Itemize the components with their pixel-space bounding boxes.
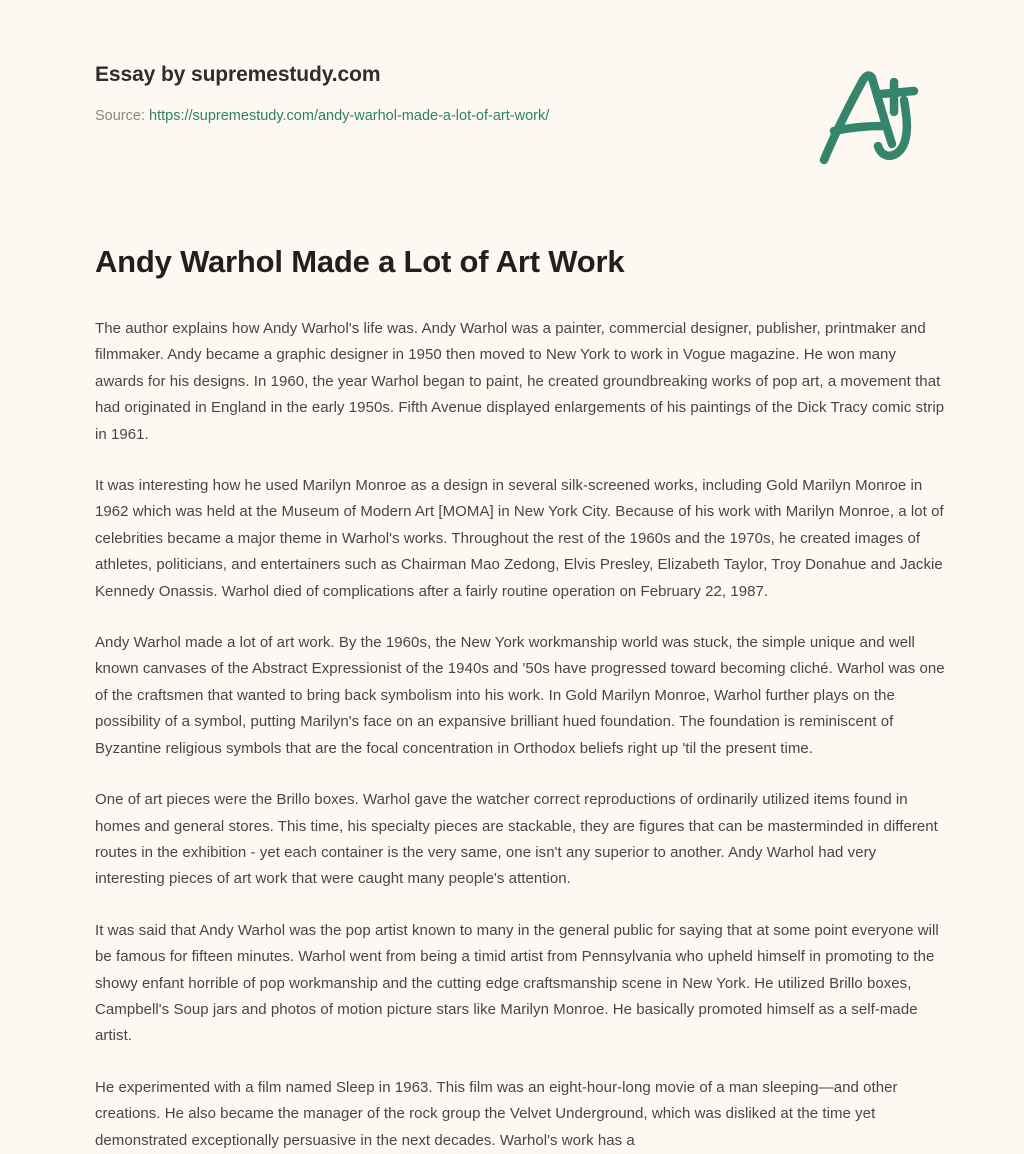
paragraph: Andy Warhol made a lot of art work. By the 1960s, the New York workmanship world was stuck, the simple unique and well known canvases of the Abstract Expressionist of the 1940s and '50s have progressed toward becoming cliché. Warhol was one of the craftsmen that wanted to bring back symbolism into his work. In Gold Marilyn Monroe, Warhol further plays on the possibility of a symbol, putting Marilyn's face on an expansive brilliant hued foundation. The foundation is reminiscent of Byzantine religious symbols that are the focal concentration in Orthodox beliefs right up 'til the present time. [95,634,945,757]
source-label: Source: [95,108,145,125]
page-header [95,62,855,126]
page-title: Andy Warhol Made a Lot of Art Work [95,244,625,279]
paragraph: The author explains how Andy Warhol's life was. Andy Warhol was a painter, commercial designer, publisher, printmaker and filmmaker. Andy became a graphic designer in 1950 then moved to New York to work in Vogue magazine. He won many awards for his designs. In 1960, the year Warhol began to paint, he created groundbreaking works of pop art, a movement that had originated in England in the early 1950s. Fifth Avenue displayed enlargements of his paintings of the Dick Tracy comic strip in 1961. [95,320,945,443]
source-url-link[interactable]: https://supremestudy.com/andy-warhol-made-a-lot-of-art-work/ [149,108,550,125]
paragraph: One of art pieces were the Brillo boxes. Warhol gave the watcher correct reproductions of ordinarily utilized items found in homes and general stores. This time, his specialty pieces are stackable, they are figures that can be masterminded in different routes in the exhibition - yet each container is the very same, one isn't any superior to another. Andy Warhol had very interesting pieces of art work that were caught many people's attention. [95,791,938,888]
source-line [95,88,855,126]
paragraph: He experimented with a film named Sleep in 1963. This film was an eight-hour-long movie of a man sleeping—and other creations. He also became the manager of the rock group the Velvet Underground, which was disliked at the time yet demonstrated exceptionally persuasive in the next decades. Warhol's work has a [95,1078,898,1149]
paragraph: It was said that Andy Warhol was the pop artist known to many in the general public for saying that at some point everyone will be famous for fifteen minutes. Warhol went from being a timid artist from Pennsylvania who upheld himself in promoting to the showy enfant horrible of pop workmanship and the cutting edge craftsmanship scene in New York. He utilized Brillo boxes, Campbell's Soup jars and photos of motion picture stars like Marilyn Monroe. He basically promoted himself as a self-made artist. [95,921,939,1045]
paragraph: It was interesting how he used Marilyn Monroe as a design in several silk-screened works, including Gold Marilyn Monroe in 1962 which was held at the Museum of Modern Art [MOMA] in New York City. Because of his work with Marilyn Monroe, a lot of celebrities became a major theme in Warhol's works. Throughout the rest of the 1960s and the 1970s, he created images of athletes, politicians, and entertainers such as Chairman Mao Zedong, Elvis Presley, Elizabeth Taylor, Troy Donahue and Jackie Kennedy Onassis. Warhol died of complications after a fairly routine operation on February 22, 1987. [95,477,944,600]
a-plus-logo-icon [812,60,942,172]
essay-byline: Essay by supremestudy.com [95,63,381,86]
a-plus-logo [812,60,942,172]
essay-body [95,316,948,1154]
